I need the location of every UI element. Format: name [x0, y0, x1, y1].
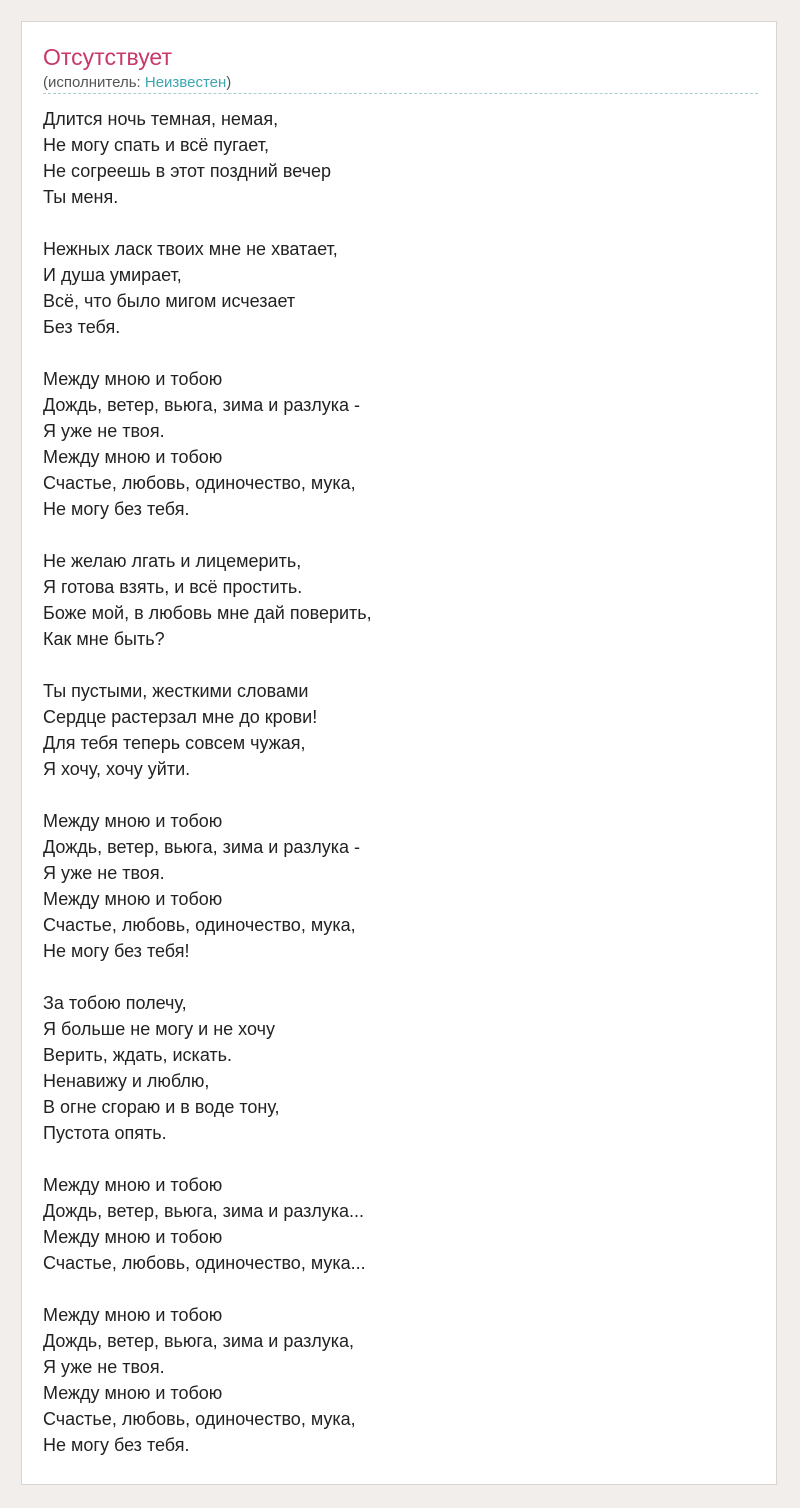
lyrics-stanza	[43, 808, 758, 964]
lyrics-line: Дождь, ветер, вьюга, зима и разлука -	[43, 395, 360, 415]
lyrics-line: Между мною и тобою	[43, 447, 223, 467]
lyrics-line: Ты пустыми, жесткими словами	[43, 681, 309, 701]
lyrics-text	[43, 106, 758, 1484]
lyrics-line: Я уже не твоя.	[43, 1357, 165, 1377]
lyrics-stanza	[43, 678, 758, 782]
lyrics-stanza	[43, 106, 758, 210]
lyrics-line: Между мною и тобою	[43, 811, 223, 831]
lyrics-line: Счастье, любовь, одиночество, мука,	[43, 473, 356, 493]
lyrics-line: Я готова взять, и всё простить.	[43, 577, 303, 597]
lyrics-line: Не могу без тебя.	[43, 499, 190, 519]
lyrics-line: Без тебя.	[43, 317, 121, 337]
lyrics-line: Для тебя теперь совсем чужая,	[43, 733, 306, 753]
lyrics-line: Не могу без тебя.	[43, 1435, 190, 1455]
lyrics-stanza	[43, 1302, 758, 1458]
lyrics-line: Я уже не твоя.	[43, 421, 165, 441]
lyrics-stanza	[43, 1172, 758, 1276]
lyrics-line: Длится ночь темная, немая,	[43, 109, 279, 129]
lyrics-line: Как мне быть?	[43, 629, 165, 649]
lyrics-line: Я уже не твоя.	[43, 863, 165, 883]
lyrics-line: Между мною и тобою	[43, 1383, 223, 1403]
lyrics-stanza	[43, 548, 758, 652]
lyrics-line: Между мною и тобою	[43, 889, 223, 909]
lyrics-line: Между мною и тобою	[43, 1305, 223, 1325]
artist-line	[43, 73, 231, 93]
lyrics-line: Дождь, ветер, вьюга, зима и разлука -	[43, 837, 360, 857]
lyrics-line: Между мною и тобою	[43, 1227, 223, 1247]
lyrics-line: Не согреешь в этот поздний вечер	[43, 161, 332, 181]
lyrics-line: Пустота опять.	[43, 1123, 167, 1143]
lyrics-stanza	[43, 236, 758, 340]
lyrics-line: Дождь, ветер, вьюга, зима и разлука...	[43, 1201, 364, 1221]
lyrics-line: Верить, ждать, искать.	[43, 1045, 233, 1065]
lyrics-line: Я больше не могу и не хочу	[43, 1019, 275, 1039]
lyrics-line: И душа умирает,	[43, 265, 182, 285]
lyrics-line: Нежных ласк твоих мне не хватает,	[43, 239, 338, 259]
lyrics-line: Дождь, ветер, вьюга, зима и разлука,	[43, 1331, 354, 1351]
lyrics-line: Всё, что было мигом исчезает	[43, 291, 296, 311]
lyrics-line: Счастье, любовь, одиночество, мука,	[43, 1409, 356, 1429]
lyrics-card	[21, 21, 777, 1485]
lyrics-line: Не могу спать и всё пугает,	[43, 135, 269, 155]
lyrics-line: Между мною и тобою	[43, 369, 223, 389]
artist-prefix: (исполнитель:	[43, 74, 145, 91]
artist-suffix: )	[226, 74, 232, 91]
artist-link[interactable]: Неизвестен	[144, 74, 227, 91]
song-title: Отсутствует	[43, 44, 172, 70]
lyrics-line: Между мною и тобою	[43, 1175, 223, 1195]
lyrics-line: Не могу без тебя!	[43, 941, 190, 961]
lyrics-line: Боже мой, в любовь мне дай поверить,	[43, 603, 372, 623]
lyrics-line: В огне сгораю и в воде тону,	[43, 1097, 280, 1117]
title-divider	[43, 93, 758, 94]
lyrics-stanza	[43, 366, 758, 522]
lyrics-line: Ты меня.	[43, 187, 119, 207]
lyrics-line: Счастье, любовь, одиночество, мука...	[43, 1253, 366, 1273]
lyrics-line: Ненавижу и люблю,	[43, 1071, 210, 1091]
lyrics-line: За тобою полечу,	[43, 993, 187, 1013]
lyrics-line: Счастье, любовь, одиночество, мука,	[43, 915, 356, 935]
lyrics-line: Сердце растерзал мне до крови!	[43, 707, 318, 727]
lyrics-line: Не желаю лгать и лицемерить,	[43, 551, 302, 571]
lyrics-stanza	[43, 990, 758, 1146]
lyrics-line: Я хочу, хочу уйти.	[43, 759, 191, 779]
